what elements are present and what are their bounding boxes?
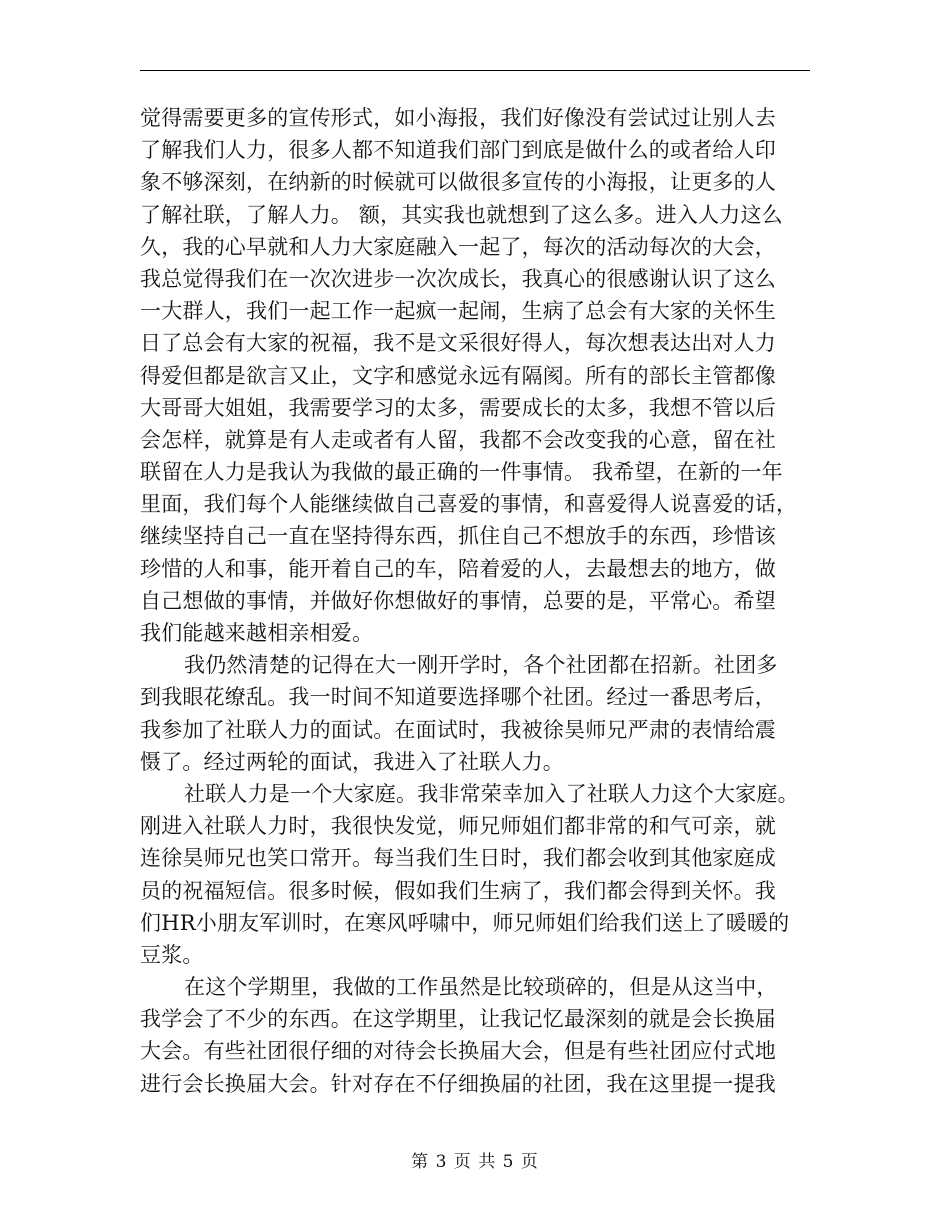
text-line-first: 在这个学期里，我做的工作虽然是比较琐碎的，但是从这当中， xyxy=(184,975,778,1000)
header-rule xyxy=(140,70,810,71)
paragraph-joining xyxy=(140,649,820,778)
text-line: 连徐昊师兄也笑口常开。每当我们生日时，我们都会收到其他家庭成 xyxy=(140,846,776,871)
text-line: 觉得需要更多的宣传形式，如小海报，我们好像没有尝试过让别人去 xyxy=(140,106,776,130)
text-line: 进行会长换届大会。针对存在不仔细换届的社团，我在这里提一提我 xyxy=(140,1071,776,1096)
text-line: 豆浆。 xyxy=(140,942,204,967)
text-line: 大会。有些社团很仔细的对待会长换届大会，但是有些社团应付式地 xyxy=(140,1039,776,1064)
text-line: 我参加了社联人力的面试。在面试时，我被徐昊师兄严肃的表情给震 xyxy=(140,717,776,742)
text-line: 刚进入社联人力时，我很快发觉，师兄师姐们都非常的和气可亲，就 xyxy=(140,814,776,839)
text-line: 我总觉得我们在一次次进步一次次成长，我真心的很感谢认识了这么 xyxy=(140,266,776,291)
text-line: 继续坚持自己一直在坚持得东西，抓住自己不想放手的东西，珍惜该 xyxy=(140,524,776,549)
text-line: 象不够深刻，在纳新的时候就可以做很多宣传的小海报，让更多的人 xyxy=(140,170,776,195)
page-number-footer: 第 3 页 共 5 页 xyxy=(411,1152,539,1172)
text-line: 我们能越来越相亲相爱。 xyxy=(140,621,374,645)
text-line: 会怎样，就算是有人走或者有人留，我都不会改变我的心意，留在社 xyxy=(140,427,776,452)
text-line: 了解我们人力，很多人都不知道我们部门到底是做什么的或者给人印 xyxy=(140,138,776,163)
text-line: 大哥哥大姐姐，我需要学习的太多，需要成长的太多，我想不管以后 xyxy=(140,395,776,420)
text-line-first: 我仍然清楚的记得在大一刚开学时，各个社团都在招新。社团多 xyxy=(184,653,778,678)
text-line: 我学会了不少的东西。在这学期里，让我记忆最深刻的就是会长换届 xyxy=(140,1007,776,1032)
text-line: 们HR小朋友军训时，在寒风呼啸中，师兄师姐们给我们送上了暖暖的 xyxy=(140,910,790,935)
text-line: 员的祝福短信。很多时候，假如我们生病了，我们都会得到关怀。我 xyxy=(140,878,776,903)
paragraph-semester xyxy=(140,971,820,1100)
text-line: 得爱但都是欲言又止，文字和感觉永远有隔阂。所有的部长主管都像 xyxy=(140,363,776,388)
text-line-first: 社联人力是一个大家庭。我非常荣幸加入了社联人力这个大家庭。 xyxy=(184,781,799,806)
text-line: 慑了。经过两轮的面试，我进入了社联人力。 xyxy=(140,749,564,774)
document-body xyxy=(140,102,820,1100)
text-line: 久，我的心早就和人力大家庭融入一起了，每次的活动每次的大会， xyxy=(140,234,776,259)
paragraph-continuation xyxy=(140,102,820,649)
text-line: 自己想做的事情，并做好你想做好的事情，总要的是，平常心。希望 xyxy=(140,588,776,613)
paragraph-family xyxy=(140,778,820,971)
text-line: 一大群人，我们一起工作一起疯一起闹，生病了总会有大家的关怀生 xyxy=(140,299,776,324)
text-line: 到我眼花缭乱。我一时间不知道要选择哪个社团。经过一番思考后， xyxy=(140,685,776,710)
text-line: 联留在人力是我认为我做的最正确的一件事情。 我希望，在新的一年 xyxy=(140,460,783,485)
text-line: 了解社联，了解人力。 额，其实我也就想到了这么多。进入人力这么 xyxy=(140,202,783,227)
text-line: 日了总会有大家的祝福，我不是文采很好得人，每次想表达出对人力 xyxy=(140,331,776,356)
text-line: 里面，我们每个人能继续做自己喜爱的事情，和喜爱得人说喜爱的话， xyxy=(140,492,798,517)
text-line: 珍惜的人和事，能开着自己的车，陪着爱的人，去最想去的地方，做 xyxy=(140,556,776,581)
